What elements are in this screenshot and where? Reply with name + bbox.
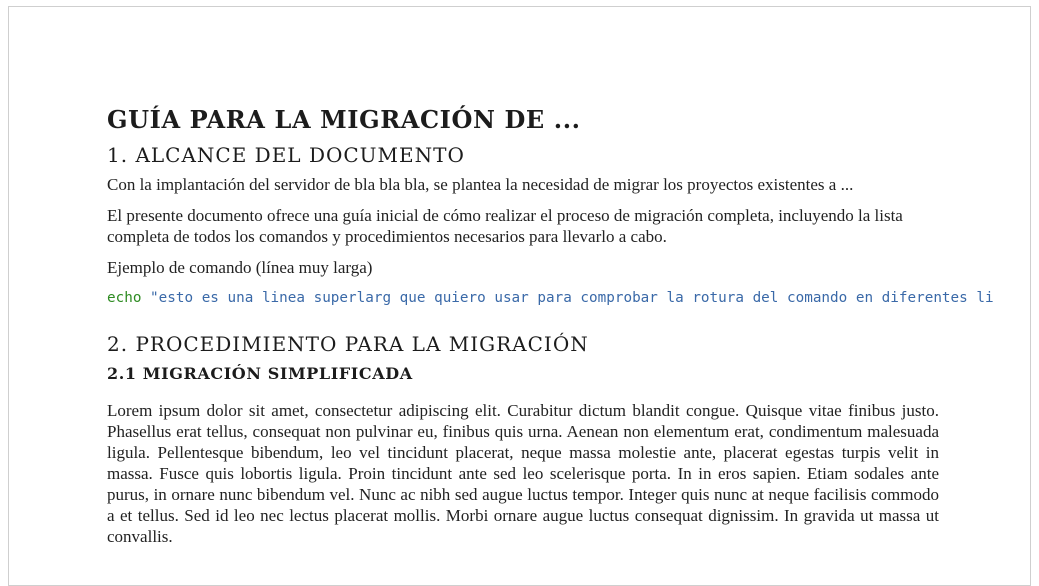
paragraph-lorem: Lorem ipsum dolor sit amet, consectetur adipiscing elit. Curabitur dictum blandit congue. Quisque vitae finibus justo. Phasellus erat tellus, consequat non pulvinar eu, finibus quis urna. Aenean non elementum erat, condimentum malesuada ligula. Pellentesque bibendum, leo vel tincidunt placerat, neque massa molestie ante, placerat egestas turpis velit in massa. Fusce quis lobortis ligula. Proin tincidunt ante sed leo scelerisque porta. In in eros sapien. Etiam sodales ante purus, in ornare nunc bibendum vel. Nunc ac nibh sed augue luctus tempor. Integer quis nunc at neque facilisis commodo a et tellus. Sed id leo nec lectus placerat mollis. Morbi ornare augue luctus consequat dignissim. In gravida ut massa ut convallis.	[107, 401, 939, 546]
paragraph-intro: Con la implantación del servidor de bla bla bla, se plantea la necesidad de migrar los proyectos existentes a ...	[107, 175, 854, 194]
code-string: "esto es una linea superlarg que quiero usar para comprobar la rotura del comando en diferentes li	[150, 290, 994, 306]
document-title: GUÍA PARA LA MIGRACIÓN DE ...	[107, 105, 581, 134]
paragraph-purpose: El presente documento ofrece una guía inicial de cómo realizar el proceso de migración completa, incluyendo la lista completa de todos los comandos y procedimientos necesarios para llevarlo a cabo.	[107, 206, 903, 246]
subsection-heading-simplificada: 2.1 MIGRACIÓN SIMPLIFICADA	[107, 364, 413, 383]
section-heading-procedimiento: 2. PROCEDIMIENTO PARA LA MIGRACIÓN	[107, 332, 589, 356]
example-label: Ejemplo de comando (línea muy larga)	[107, 258, 373, 277]
section-heading-alcance: 1. ALCANCE DEL DOCUMENTO	[107, 143, 465, 167]
code-keyword: echo	[107, 290, 142, 306]
document-page	[8, 6, 1031, 586]
document-content	[107, 103, 994, 547]
code-block	[107, 288, 1031, 308]
